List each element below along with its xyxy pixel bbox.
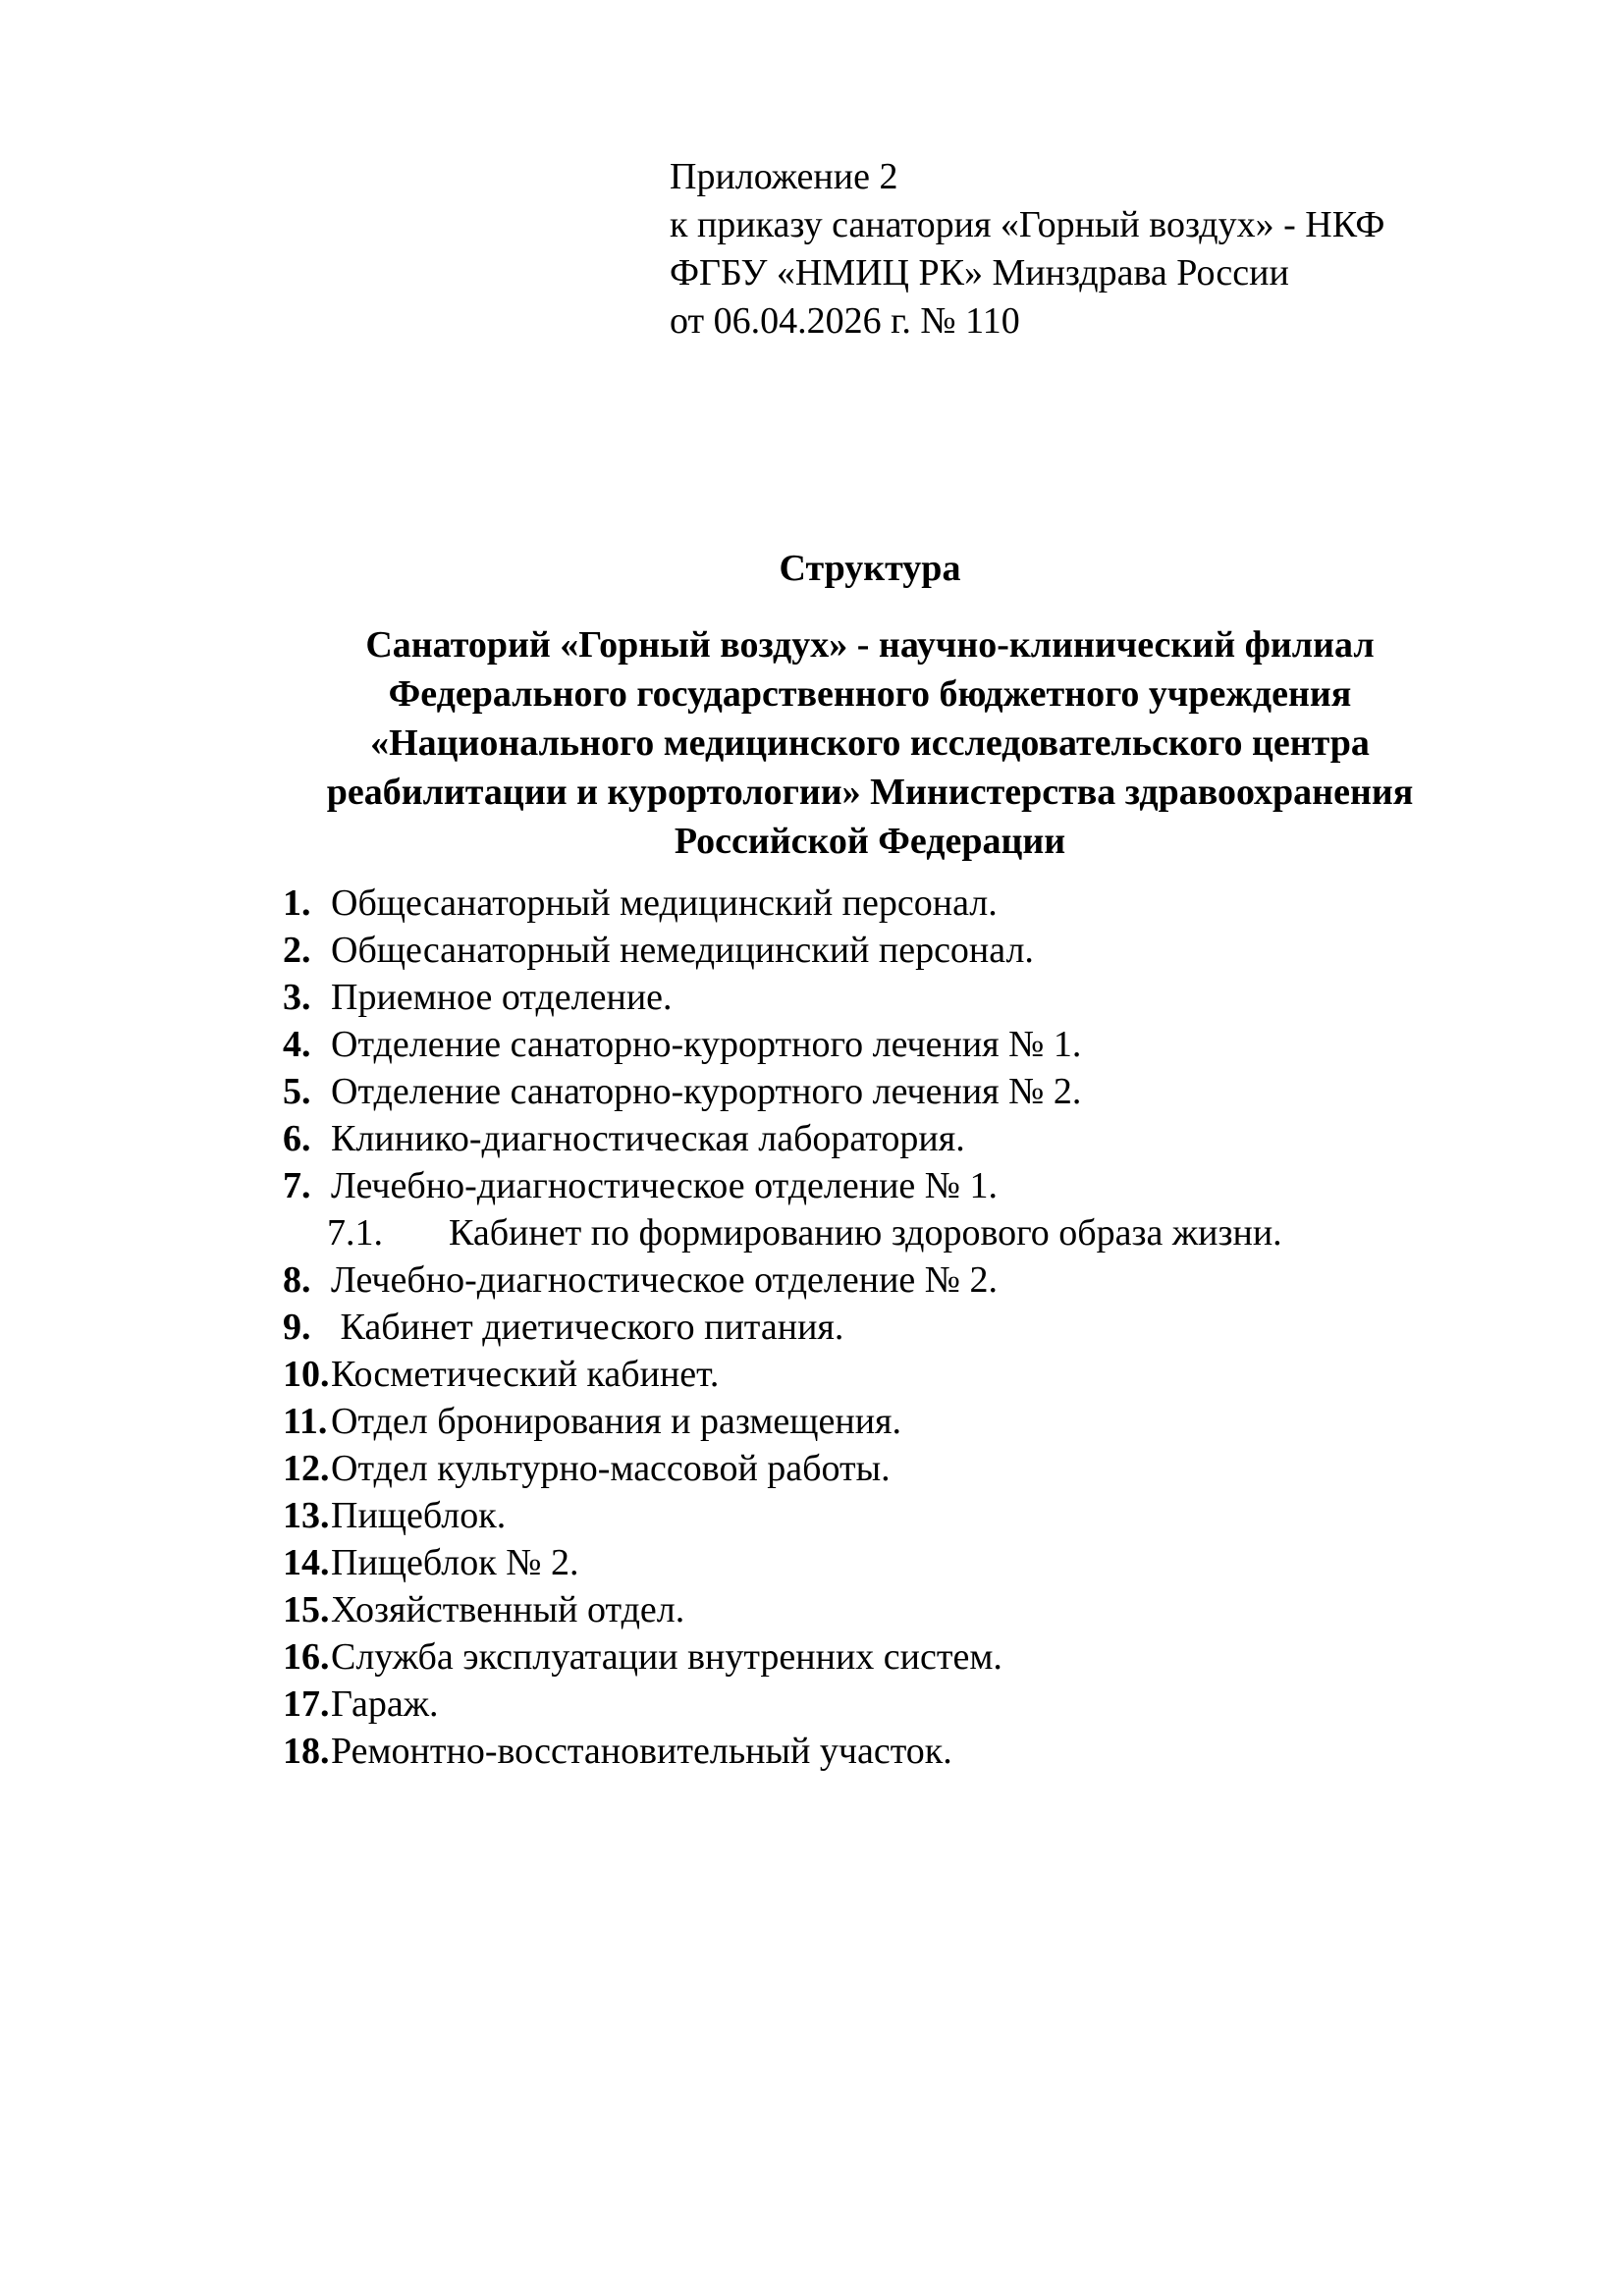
list-item-number: 12. — [283, 1448, 330, 1489]
list-item-number: 17. — [283, 1683, 330, 1725]
list-item-number: 9. — [283, 1307, 311, 1348]
list-item-number: 13. — [283, 1495, 330, 1536]
list-item-text: Хозяйственный отдел. — [331, 1589, 685, 1630]
list-item-text: Пищеблок № 2. — [331, 1542, 579, 1583]
list-item-11 — [283, 1398, 1282, 1445]
list-item-number: 11. — [283, 1401, 328, 1442]
list-item-text: Служба эксплуатации внутренних систем. — [331, 1636, 1002, 1678]
list-item-text: Ремонтно-восстановительный участок. — [331, 1731, 952, 1772]
list-item-12 — [283, 1445, 1282, 1492]
list-item-5 — [283, 1068, 1282, 1115]
list-item-text: Клинико-диагностическая лаборатория. — [331, 1118, 965, 1159]
list-item-text: Лечебно-диагностическое отделение № 1. — [331, 1165, 999, 1206]
appendix-line-4: от 06.04.2026 г. № 110 — [670, 300, 1020, 342]
list-item-text: Кабинет диетического питания. — [331, 1307, 844, 1348]
list-item-text: Отдел бронирования и размещения. — [331, 1401, 902, 1442]
list-item-number: 16. — [283, 1636, 330, 1678]
list-item-text: Отделение санаторно-курортного лечения № 1. — [331, 1024, 1082, 1065]
list-item-15 — [283, 1586, 1282, 1633]
list-item-number: 6. — [283, 1118, 311, 1159]
list-item-text: Косметический кабинет. — [331, 1354, 720, 1395]
list-item-text: Лечебно-диагностическое отделение № 2. — [331, 1259, 999, 1301]
list-item-2 — [283, 927, 1282, 974]
list-item-17 — [283, 1681, 1282, 1728]
list-item-text: Отделение санаторно-курортного лечения № 2. — [331, 1071, 1082, 1112]
list-item-number: 5. — [283, 1071, 311, 1112]
list-item-text: Пищеблок. — [331, 1495, 507, 1536]
list-item-number: 14. — [283, 1542, 330, 1583]
list-item-10 — [283, 1351, 1282, 1398]
organization-name-block — [232, 620, 1508, 866]
list-item-text: Приемное отделение. — [331, 977, 673, 1018]
organization-line-5: Российской Федерации — [674, 821, 1066, 862]
list-item-13 — [283, 1492, 1282, 1539]
list-item-number: 8. — [283, 1259, 311, 1301]
list-item-9 — [283, 1304, 1282, 1351]
list-item-text: Отдел культурно-массовой работы. — [331, 1448, 891, 1489]
list-item-18 — [283, 1728, 1282, 1775]
list-item-number: 15. — [283, 1589, 330, 1630]
structure-list — [283, 880, 1282, 1775]
appendix-line-2: к приказу санатория «Горный воздух» - НКФ — [670, 204, 1385, 245]
list-item-number: 10. — [283, 1354, 330, 1395]
list-item-3 — [283, 974, 1282, 1021]
list-item-8 — [283, 1256, 1282, 1304]
list-item-4 — [283, 1021, 1282, 1068]
list-item-number: 2. — [283, 930, 311, 971]
list-item-7 — [283, 1162, 1282, 1209]
list-item-text: Общесанаторный медицинский персонал. — [331, 882, 998, 924]
list-item-number: 7.1. — [327, 1212, 383, 1254]
organization-line-3: «Национального медицинского исследовательского центра — [370, 722, 1370, 764]
list-item-16 — [283, 1633, 1282, 1681]
appendix-line-3: ФГБУ «НМИЦ РК» Минздрава России — [670, 252, 1289, 294]
list-item-number: 18. — [283, 1731, 330, 1772]
document-title: Структура — [779, 548, 961, 589]
appendix-reference-block — [670, 153, 1384, 346]
list-item-number: 3. — [283, 977, 311, 1018]
list-item-text: Гараж. — [331, 1683, 439, 1725]
list-item-number: 4. — [283, 1024, 311, 1065]
list-item-text: Кабинет по формированию здорового образа жизни. — [449, 1212, 1282, 1254]
list-item-number: 1. — [283, 882, 311, 924]
list-item-text: Общесанаторный немедицинский персонал. — [331, 930, 1034, 971]
list-subitem-7-1 — [283, 1209, 1282, 1256]
list-item-number: 7. — [283, 1165, 311, 1206]
organization-line-1: Санаторий «Горный воздух» - научно-клинический филиал — [365, 624, 1375, 666]
organization-line-4: реабилитации и курортологии» Министерства здравоохранения — [326, 772, 1414, 813]
list-item-1 — [283, 880, 1282, 927]
organization-line-2: Федерального государственного бюджетного учреждения — [388, 673, 1352, 715]
appendix-line-1: Приложение 2 — [670, 156, 898, 197]
list-item-6 — [283, 1115, 1282, 1162]
list-item-14 — [283, 1539, 1282, 1586]
